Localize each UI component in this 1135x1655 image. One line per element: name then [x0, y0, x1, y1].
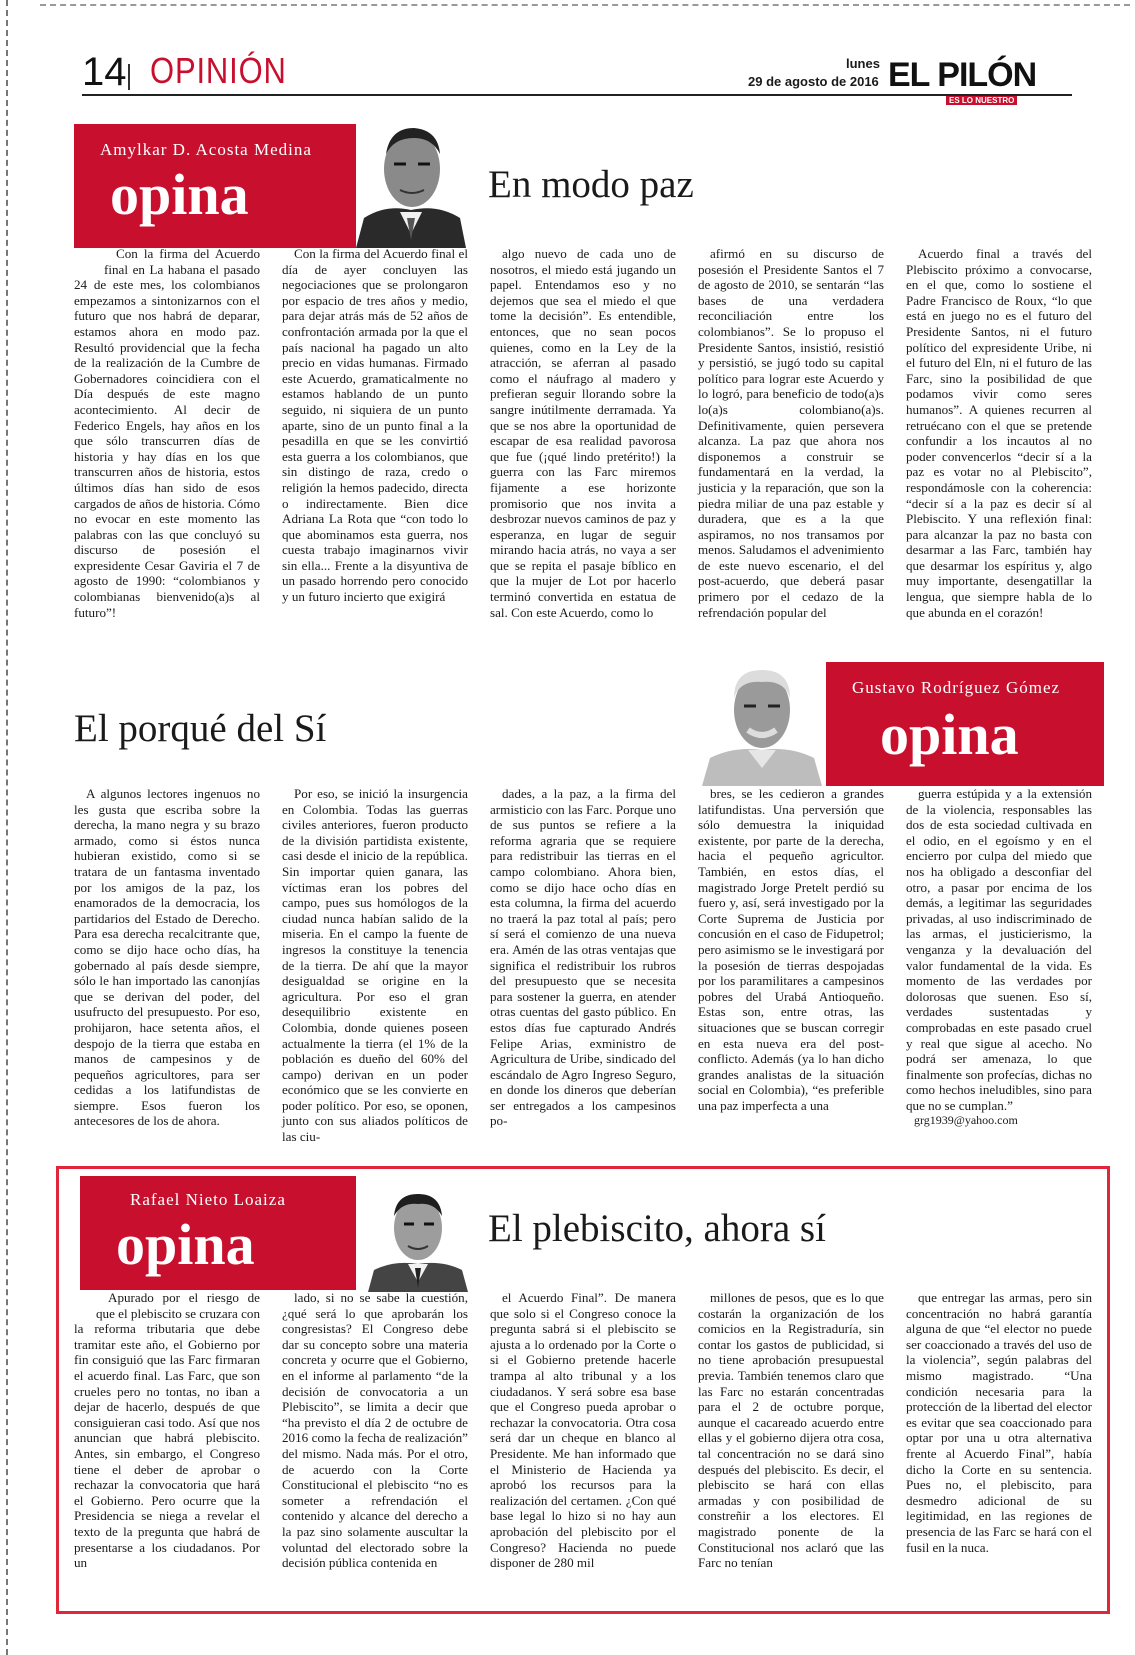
- author-email: grg1939@yahoo.com: [914, 1113, 1018, 1128]
- article-column-4: [698, 1290, 884, 1571]
- author-banner-rodriguez: [826, 662, 1104, 786]
- article-column-5: [906, 246, 1092, 620]
- column-text: Con la firma del Acuerdo final en La habana el pasado 24 de este mes, los colombianos empezamos a sintonizarnos con el futuro que nos habrá de deparar, estamos ahora en modo paz. Resultó providencial que la fecha de la realización de la Cumbre de Gobernadores coincidiera con el Día después de este magno acontecimiento. Al decir de Federico Engels, hay años en los que sólo transcurren días de historia y hay días en los que transcurren años de historia, estos últimos días han sido de esos cargados de años de historia. Cómo no evocar en este momento las palabras con las que concluyó su discurso de posesión el expresidente Cesar Gaviria el 7 de agosto de 1990: “colombianos y colombianas bienvenido(a)s al futuro”!: [74, 246, 260, 620]
- column-text: millones de pesos, que es lo que costarán la organización de los comicios en la Registraduría, sin contar los gastos de publicidad, si no tiene aprobación presupuestal previa. También tenemos claro que las Farc no estarán concentradas para el 2 de octubre porque, aunque el cacareado acuerdo entre ellas y el gobierno dijera otra cosa, tal concentración no se dará sino después del plebiscito. Es decir, el plebiscito se hará con ellas armadas y con posibilidad de constreñir a los electores. El magistrado ponente de la Constitucional nos aclaró que las Farc no tenían: [698, 1290, 884, 1571]
- article-headline: El porqué del Sí: [74, 707, 327, 750]
- article-headline: En modo paz: [488, 163, 694, 206]
- page-cut-line-top: [40, 4, 1130, 6]
- page-number: 14: [82, 50, 127, 94]
- author-portrait-icon: [698, 652, 826, 786]
- column-text: que entregar las armas, pero sin concentración no habrá garantía alguna de que “el elector no puede ser coaccionado a través del uso de la violencia”, según palabras del mismo magistrado. “Una condición necesaria para la protección de la libertad del elector es evitar que sea coaccionado para optar por una u otra alternativa frente al Acuerdo Final”, había dicho la Corte en su sentencia. Pues no, el plebiscito, para desmedro adicional de su legitimidad, en las regiones de presencia de las Farc se hará con el fusil en la nuca.: [906, 1290, 1092, 1555]
- article-column-5: [906, 786, 1092, 1129]
- column-text: bres, se les cedieron a grandes latifundistas. Una perversión que sólo demuestra la iniquidad existente, por parte de la derecha, hacia el pequeño agricultor. También, en estos días, el magistrado Jorge Pretelt perdió su fuero y, así, será investigado por la Corte Suprema de Justicia por concusión en el caso de Fidupetrol; pero asimismo se le investigará por la posesión de tierras despojadas por los paramilitares a campesinos pobres del Urabá Antioqueño. Estas son, entre otras, las situaciones que se buscan corregir en esta nueva era del post-conflicto. Además (ya lo han dicho grandes analistas de la situación social en Colombia), “es preferible una paz imperfecta a una: [698, 786, 884, 1113]
- newspaper-tagline: ES LO NUESTRO: [946, 96, 1017, 105]
- article-column-2: [282, 786, 468, 1145]
- author-name: Rafael Nieto Loaiza: [130, 1190, 286, 1209]
- article-column-3: [490, 246, 676, 620]
- author-banner-nieto: [80, 1176, 356, 1290]
- article-column-4: [698, 246, 884, 620]
- author-portrait-icon: [356, 114, 466, 248]
- article-column-3: [490, 1290, 676, 1571]
- author-portrait-icon: [368, 1176, 468, 1292]
- article-column-4: [698, 786, 884, 1113]
- column-text: algo nuevo de cada uno de nosotros, el miedo está jugando un papel. Entendamos eso y no dejemos que sea el miedo el que tome la decisión”. Es entendible, entonces, que no sean pocos quienes, como en la Ley de la atracción, se aferran al pasado como el náufrago al madero y prefieran seguir llorando sobre la sangre inútilmente derramada. Ya que se nos abre la oportunidad de escapar de esa realidad pavorosa que fue (¡qué lindo pretérito!) la guerra con las Farc miremos fijamente a ese horizonte promisorio que nos invita a desbrozar nuevos caminos de paz y esperanza, en lugar de seguir mirando hacia atrás, no vaya a ser que se repita el pasaje bíblico en que la mujer de Lot por hacerlo terminó convertida en estatua de sal. Con este Acuerdo, como lo: [490, 246, 676, 620]
- banner-overlap-spacer: [74, 246, 104, 274]
- article-column-5: [906, 1290, 1092, 1555]
- column-text: Por eso, se inició la insurgencia en Colombia. Todas las guerras civiles anteriores, fueron producto de la división partidista existente, casi desde el inicio de la república. Sin importar quien ganara, las víctimas eran los pobres del campo, pues sus homólogos de la ciudad nunca habían salido de la miseria. En el campo la fuente de ingresos la constituye la tenencia de la tierra. De ahí que la mayor desigualdad se origine en la agricultura. Por eso el gran desequilibrio existente en Colombia, donde quienes poseen actualmente la tierra (el 1% de la población es dueño del 60% del campo) derivan en un poder económico que se les convierte en poder político. Por eso, se oponen, junto con sus aliados políticos de las ciu-: [282, 786, 468, 1145]
- publication-date: 29 de agosto de 2016: [748, 74, 879, 89]
- column-text: Acuerdo final a través del Plebiscito próximo a convocarse, en el que, como lo sostiene el Padre Francisco de Roux, “lo que está en juego no es el futuro del Presidente Santos, ni el futuro político del expresidente Uribe, ni el futuro del Eln, ni el futuro de las Farc, sino la posibilidad de que podamos vivir como seres humanos”. A quienes recurren al retruécano con el que se pretende confundir a los incautos al no poder convencerlos “decir sí a la paz es votar no al Plebiscito”, respondámosle con la coherencia: “decir sí a la paz es decir sí al Plebiscito. Y una reflexión final: para alcanzar la paz no basta con desarmar a las Farc, también hay que desarmar los espíritus y, algo muy importante, desengatillar la lengua, que siempre habla de lo que abunda en el corazón!: [906, 246, 1092, 620]
- section-title: OPINIÓN: [150, 50, 287, 91]
- article-column-1: [74, 786, 260, 1129]
- article-column-1: [74, 246, 260, 620]
- opina-badge: opina: [116, 1212, 255, 1277]
- author-name: Gustavo Rodríguez Gómez: [852, 678, 1061, 697]
- page-number-separator: [128, 64, 130, 90]
- column-text: lado, si no se sabe la cuestión, ¿qué será lo que aprobarán los congresistas? El Congreso debe dar su concepto sobre una materia concreta y ocurre que el Gobierno, en el informe al parlamento “de la decisión de convocatoria a un Plebiscito”, se limita a decir que “ha previsto el día 2 de octubre de 2016 como la fecha de realización” del mismo. Nada más. Por el otro, de acuerdo con la Corte Constitucional el plebiscito “no es someter a refrendación el contenido y alcance del derecho a la paz sino solamente auscultar la voluntad del electorado sobre la decisión pública contenida en: [282, 1290, 468, 1571]
- opina-badge: opina: [880, 702, 1019, 767]
- author-name: Amylkar D. Acosta Medina: [100, 140, 312, 159]
- article-headline: El plebiscito, ahora sí: [488, 1207, 826, 1250]
- article-column-2: [282, 1290, 468, 1571]
- article-column-2: [282, 246, 468, 605]
- column-text: Con la firma del Acuerdo final el día de ayer concluyen las negociaciones que se prolongaron por espacio de tres años y medio, para dejar atrás más de 52 años de confrontación armada por la que el país nacional ha pagado un alto precio en vidas humanas. Firmado este Acuerdo, gramaticalmente no estamos hablando de un punto seguido, ni siquiera de un punto aparte, sino de un punto final a la pesadilla en que se les convirtió esta guerra a los colombianos, que sin distingo de raza, credo o religión la hemos padecido, directa o indirectamente. Bien dice Adriana La Rota que “con todo lo que abominamos esta guerra, nos cuesta trabajo imaginarnos vivir sin ella... Frente a la disyuntiva de un pasado horrendo pero conocido y un futuro incierto que exigirá: [282, 246, 468, 605]
- column-text: el Acuerdo Final”. De manera que solo si el Congreso conoce la pregunta sabrá si el plebiscito se ajusta a lo ordenado por la Corte o si el Gobierno pretende hacerle trampa al alto tribunal y a los ciudadanos. Y será sobre esa base que el Congreso pueda aprobar o rechazar la convocatoria. Otra cosa será dar un cheque en blanco al Presidente. Me han informado que el Ministerio de Hacienda ya aprobó los recursos para la realización del certamen. ¿Con qué base legal lo hizo si no hay aun aprobación del plebiscito por el Congreso? Hacienda no puede disponer de 280 mil: [490, 1290, 676, 1571]
- author-banner-acosta: [74, 124, 356, 248]
- header-rule: [82, 94, 1072, 96]
- column-text: A algunos lectores ingenuos no les gusta que escriba sobre la derecha, la mano negra y su brazo armado, como si éstos nunca hubieran existido, como si se tratara de un fantasma inventado por los amigos de la paz, los enamorados de la democracia, los partidarios del Estado de Derecho. Para esa derecha recalcitrante que, como se dijo hace ocho días, ha gobernado al país desde siempre, sólo le han importado las canonjías que se derivan del poder, del usufructo del presupuesto. Por eso, prohijaron, hace setenta años, el despojo de la tierra que estaba en manos de campesinos y de pequeños agricultores, para ser cedidas a los latifundistas de siempre. Esos fueron los antecesores de los de ahora.: [74, 786, 260, 1129]
- article-column-1: [74, 1290, 260, 1571]
- column-text: guerra estúpida y a la extensión de la violencia, responsables las dos de esta sociedad cultivada en el odio, en el egoísmo y en el encierro por culpa del miedo que nos ha obligado a desconfiar del otro, a pasar por encima de los demás, a legitimar las seguridades privadas, al uso indiscriminado de las armas, el justicierismo, la venganza y la devaluación del valor fundamental de la vida. Es momento de las verdades por dolorosas que suenen. Eso sí, verdades sustentadas y comprobadas en este pasado cruel y real que sigue al acecho. No podrá ser amenaza, lo que finalmente son profecías, dichas no como hechos ineludibles, sino para que no se cumplan.”: [906, 786, 1092, 1113]
- column-text: dades, a la paz, a la firma del armisticio con las Farc. Porque uno de sus puntos se refiere a la reforma agraria que se requiere para redistribuir las tierras en el campo colombiano. Ahora bien, como se dijo hace ocho días en esta columna, la firma del acuerdo no traerá la paz total al país; pero sí será el comienzo de una nueva era. Amén de las otras ventajas que significa el redistribuir los rubros del presupuesto que se necesita para sostener la guerra, en atender otras cuentas del gasto público. En estos días fue capturado Andrés Felipe Arias, exministro de Agricultura de Uribe, sindicado del escándalo de Agro Ingreso Seguro, en donde los dineros que deberían ser entregados a los campesinos po-: [490, 786, 676, 1129]
- page-cut-line-left: [6, 0, 8, 1655]
- banner-overlap-spacer: [74, 1290, 96, 1318]
- opina-badge: opina: [110, 162, 249, 227]
- article-column-3: [490, 786, 676, 1129]
- column-text: Apurado por el riesgo de que el plebiscito se cruzara con la reforma tributaria que debe tramitar este año, el Gobierno por fin consiguió que las Farc firmaran el acuerdo final. Las Farc, que son crueles pero no tontas, no iban a dejar de hacerlo, después de que consiguieran casi todo. Así que nos anuncian que habrá plebiscito. Antes, sin embargo, el Congreso tiene el deber de aprobar o rechazar la convocatoria que hará el Gobierno. Pero ocurre que la Presidencia se niega a revelar el texto de la pregunta que habrá de presentarse a los ciudadanos. Por un: [74, 1290, 260, 1571]
- column-text: afirmó en su discurso de posesión el Presidente Santos el 7 de agosto de 2010, se sentarán “las bases de una verdadera reconciliación entre los colombianos”. Se lo propuso el Presidente Santos, insistió, resistió y persistió, se jugó todo su capital político para lograr este Acuerdo y lo logró, para beneficio de todo(a)s lo(a)s colombiano(a)s. Definitivamente, quien persevera alcanza. La paz que ahora nos disponemos a construir se fundamentará en la verdad, la justicia y la reparación, que son la piedra miliar de una paz estable y duradera, que es a la que aspiramos, no nos transamos por menos. Saludamos el advenimiento de este nuevo escenario, el del post-acuerdo, que deberá pasar primero por el cedazo de la refrendación popular del: [698, 246, 884, 620]
- newspaper-logo: EL PILÓN: [888, 56, 1037, 94]
- publication-day: lunes: [846, 56, 880, 71]
